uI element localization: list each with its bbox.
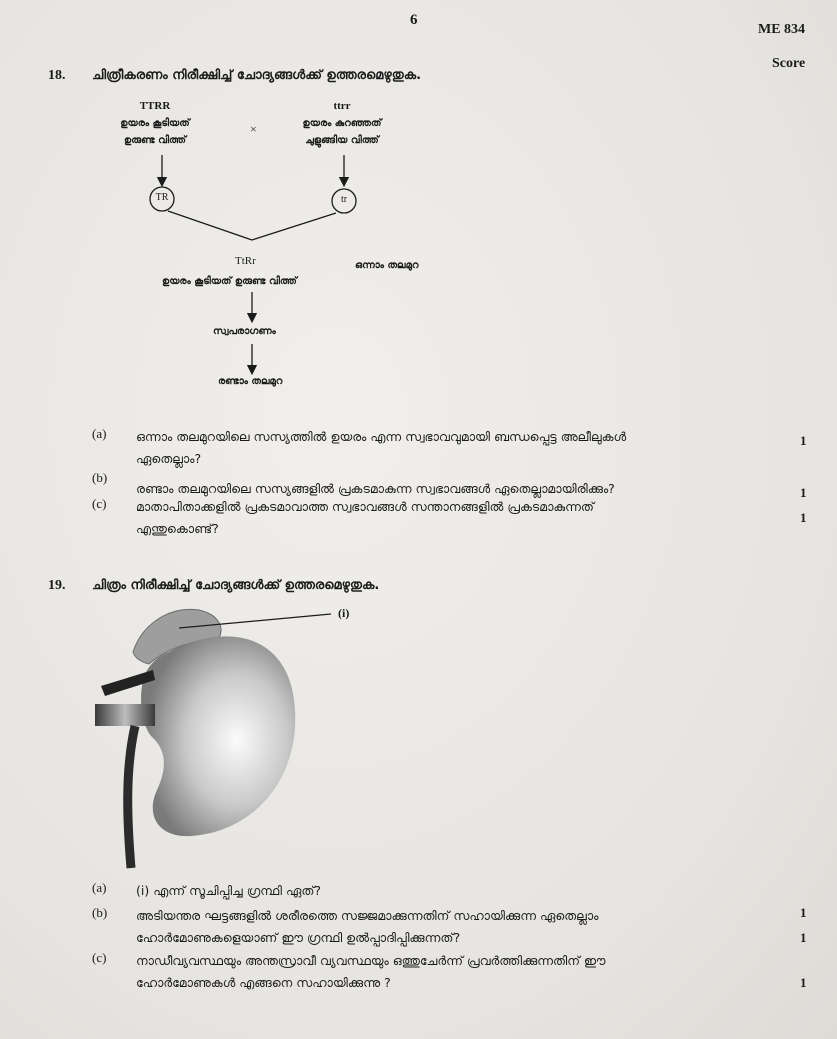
- q18c-line-1: മാതാപിതാക്കളിൽ പ്രകടമാവാത്ത സ്വഭാവങ്ങൾ സന്താനങ്ങളിൽ പ്രകടമാകുന്നത്: [136, 499, 594, 514]
- q18c-line-2: എന്തുകൊണ്ട്?: [136, 521, 219, 536]
- kidney-adrenal-figure: [95, 600, 365, 870]
- q18b-label: (b): [92, 470, 108, 485]
- self-pollination-label: സ്വപരാഗണം: [213, 326, 276, 337]
- q19c-mark: 1: [800, 975, 807, 990]
- join-line-right: [252, 213, 336, 240]
- q19c-label: (c): [92, 950, 107, 965]
- q19b-line-1: അടിയന്തര ഘട്ടങ്ങളിൽ ശരീരത്തെ സജ്ജമാക്കുന്നതിന് സഹായിക്കുന്ന ഏതെല്ലാം: [136, 908, 599, 923]
- parent1-genotype: TTRR: [139, 100, 171, 112]
- q18c-text: [136, 496, 776, 540]
- q18c-mark: 1: [800, 510, 807, 525]
- parent2-genotype: ttrr: [333, 100, 351, 112]
- f1-generation-label: ഒന്നാം തലമുറ: [355, 260, 419, 271]
- q18a-mark: 1: [800, 433, 807, 448]
- gamete2-label: tr: [340, 194, 348, 205]
- parent1-desc-2: ഉരുണ്ട വിത്ത്: [124, 135, 186, 146]
- paper-code: ME 834: [758, 22, 806, 37]
- q19-number: 19.: [48, 578, 66, 593]
- q19b-label: (b): [92, 905, 108, 920]
- q19b-mark-1: 1: [800, 905, 807, 920]
- q19c-text: [136, 950, 776, 994]
- parent1-desc-1: ഉയരം കൂടിയത്: [120, 118, 190, 129]
- q19c-line-2: ഹോർമോണുകൾ എങ്ങനെ സഹായിക്കുന്നു ?: [136, 975, 391, 990]
- f1-genotype: TtRr: [235, 255, 256, 267]
- q18-number: 18.: [48, 68, 66, 83]
- ureter: [128, 726, 135, 868]
- q18a-line-2: ഏതെല്ലാം?: [136, 451, 202, 466]
- q18-text: ചിത്രീകരണം നിരീക്ഷിച്ച് ചോദ്യങ്ങൾക്ക് ഉത്തരമെഴുതുക.: [92, 68, 422, 83]
- q18b-text: രണ്ടാം തലമുറയിലെ സസ്യങ്ങളിൽ പ്രകടമാകുന്ന സ്വഭാവങ്ങൾ ഏതെല്ലാമായിരിക്കും?: [136, 481, 615, 496]
- q19-text: ചിത്രം നിരീക്ഷിച്ച് ചോദ്യങ്ങൾക്ക് ഉത്തരമെഴുതുക.: [92, 578, 380, 593]
- renal-vessel: [95, 704, 155, 726]
- parent2-desc-2: ചുളുങ്ങിയ വിത്ത്: [305, 135, 379, 146]
- cross-diagram-lines: [0, 0, 837, 420]
- f2-generation-label: രണ്ടാം തലമുറ: [218, 376, 283, 387]
- q19a-text: (i) എന്ന് സൂചിപ്പിച്ച ഗ്രന്ഥി ഏത്?: [136, 883, 322, 898]
- q18b-mark: 1: [800, 485, 807, 500]
- q19b-text: [136, 905, 776, 949]
- figure-label-i: (i): [338, 606, 350, 620]
- q19c-line-1: നാഡീവ്യവസ്ഥയും അന്തസ്രാവീ വ്യവസ്ഥയും ഒത്തുചേർന്ന് പ്രവർത്തിക്കുന്നതിന് ഈ: [136, 953, 606, 968]
- cross-symbol: ×: [250, 122, 257, 136]
- q18a-label: (a): [92, 426, 107, 441]
- q18a-line-1: ഒന്നാം തലമുറയിലെ സസ്യത്തിൽ ഉയരം എന്ന സ്വഭാവവുമായി ബന്ധപ്പെട്ട അലീലുകൾ: [136, 429, 627, 444]
- page-number: 6: [410, 12, 418, 28]
- q19b-line-2: ഹോർമോണുകളെയാണ് ഈ ഗ്രന്ഥി ഉൽപ്പാദിപ്പിക്കുന്നത്?: [136, 930, 461, 945]
- q19b-mark-2: 1: [800, 930, 807, 945]
- kidney-shape: [141, 636, 295, 836]
- f1-description: ഉയരം കൂടിയത് ഉരുണ്ട വിത്ത്: [162, 276, 297, 287]
- gamete1-label: TR: [155, 192, 169, 203]
- q18c-label: (c): [92, 496, 107, 511]
- q19a-label: (a): [92, 880, 107, 895]
- score-label: Score: [772, 56, 806, 71]
- join-line-left: [168, 211, 252, 240]
- parent2-desc-1: ഉയരം കുറഞ്ഞത്: [302, 118, 382, 129]
- q18a-text: [136, 426, 776, 470]
